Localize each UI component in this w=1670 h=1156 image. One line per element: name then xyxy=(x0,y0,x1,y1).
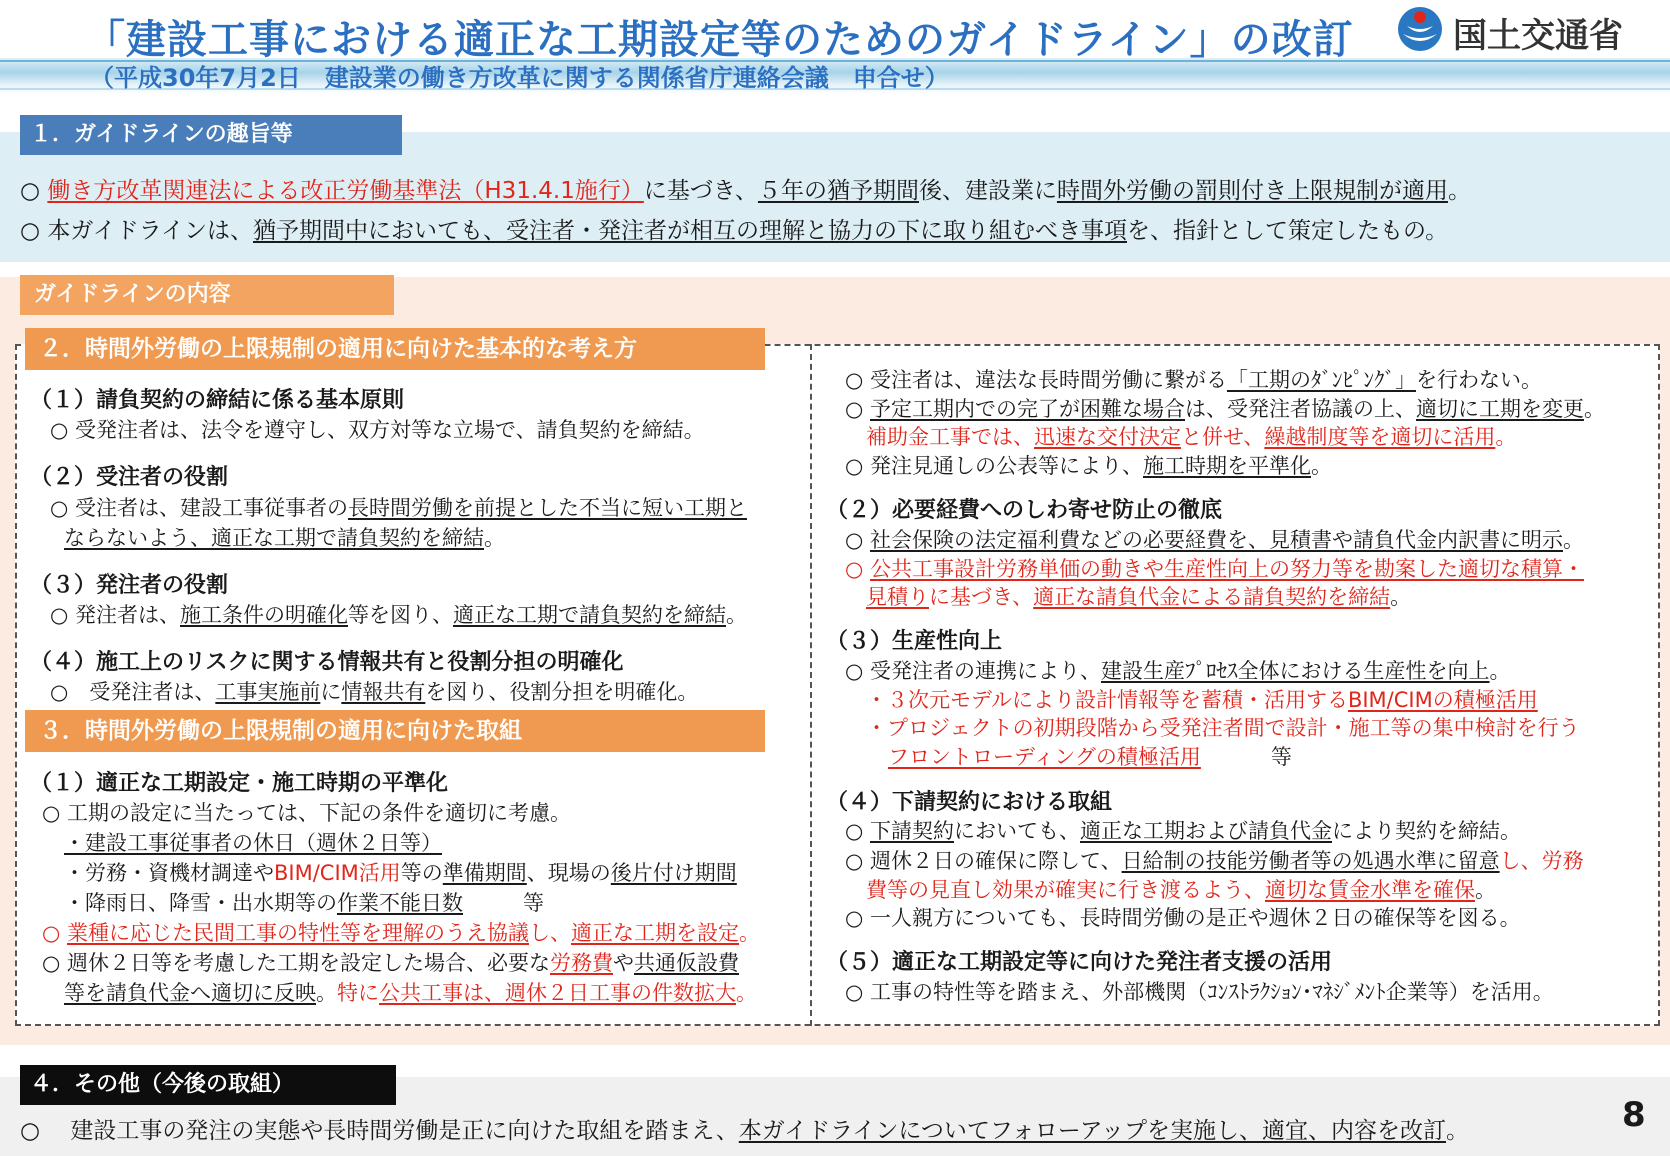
page-number: 8 xyxy=(1622,1095,1646,1135)
s2-4-text: ○ 受発注者は、工事実施前に情報共有を図り、役割分担を明確化。 xyxy=(50,680,699,704)
r1-text-1: ○ 受注者は、違法な長時間労働に繋がる「工期のﾀﾞﾝﾋﾟﾝｸﾞ」を行わない。 xyxy=(845,368,1542,392)
page-title: 「建設工事における適正な工期設定等のためのガイドライン」の改訂 xyxy=(85,17,1354,63)
r4-text-3: 費等の見直し効果が確実に行き渡るよう、適切な賃金水準を確保。 xyxy=(866,878,1496,902)
s3-1-bullet-3: ・降雨日、降雪・出水期等の作業不能日数 等 xyxy=(64,891,544,915)
section4-heading: ４．その他（今後の取組） xyxy=(20,1065,396,1105)
r2-heading: （２）必要経費へのしわ寄せ防止の徹底 xyxy=(826,498,1223,523)
section1-line1: ○ 働き方改革関連法による改正労働基準法（H31.4.1施行）に基づき、５年の猶予期間後、建設業に時間外労働の罰則付き上限規制が適用。 xyxy=(20,178,1471,204)
r3-text-4: フロントローディングの積極活用 等 xyxy=(888,745,1292,769)
s2-2-heading: （２）受注者の役割 xyxy=(30,465,229,490)
section1-heading: １．ガイドラインの趣旨等 xyxy=(20,115,402,155)
logo-text: 国土交通省 xyxy=(1453,16,1623,56)
s3-1-text-2: ○ 週休２日等を考慮した工期を設定した場合、必要な労務費や共通仮設費 xyxy=(42,951,739,975)
r4-text-4: ○ 一人親方についても、長時間労働の是正や週休２日の確保等を図る。 xyxy=(845,906,1521,930)
section4-text: ○ 建設工事の発注の実態や長時間労働是正に向けた取組を踏まえ、本ガイドラインについてフォローアップを実施し、適宜、内容を改訂。 xyxy=(20,1118,1470,1144)
r3-text-2: ・３次元モデルにより設計情報等を蓄積・活用するBIM/CIMの積極活用 xyxy=(866,688,1538,712)
section1-line2: ○ 本ガイドラインは、猶予期間中においても、受注者・発注者が相互の理解と協力の下に取り組むべき事項を、指針として策定したもの。 xyxy=(20,218,1449,244)
s3-1-bullet-2: ・労務・資機材調達やBIM/CIM活用等の準備期間、現場の後片付け期間 xyxy=(64,861,737,885)
r3-text-1: ○ 受発注者の連携により、建設生産ﾌﾟﾛｾｽ全体における生産性を向上。 xyxy=(845,659,1511,683)
r1-text-2: ○ 予定工期内での完了が困難な場合は、受発注者協議の上、適切に工期を変更。 xyxy=(845,397,1605,421)
s3-1-text-3: 等を請負代金へ適切に反映。特に公共工事は、週休２日工事の件数拡大。 xyxy=(64,981,757,1005)
r3-heading: （３）生産性向上 xyxy=(826,629,1003,654)
s3-1-heading: （１）適正な工期設定・施工時期の平準化 xyxy=(30,771,449,796)
r2-text-2: ○ 公共工事設計労務単価の動きや生産性向上の努力等を勘案した適切な積算・ xyxy=(845,557,1584,581)
s3-1-text-1: ○ 工期の設定に当たっては、下記の条件を適切に考慮。 xyxy=(42,801,571,825)
section3-heading: ３．時間外労働の上限規制の適用に向けた取組 xyxy=(25,710,765,752)
s2-3-text: ○ 発注者は、施工条件の明確化等を図り、適正な工期で請負契約を締結。 xyxy=(50,603,747,627)
r5-heading: （５）適正な工期設定等に向けた発注者支援の活用 xyxy=(826,950,1333,975)
r3-text-3: ・プロジェクトの初期段階から受発注者間で設計・施工等の集中検討を行う xyxy=(866,716,1580,740)
s2-3-heading: （３）発注者の役割 xyxy=(30,573,229,598)
content-heading: ガイドラインの内容 xyxy=(20,275,394,315)
r1-text-3: 補助金工事では、迅速な交付決定と併せ、繰越制度等を適切に活用。 xyxy=(866,425,1517,449)
s3-1-bullet-1: ・建設工事従事者の休日（週休２日等） xyxy=(64,831,442,855)
page-subtitle: （平成30年7月2日 建設業の働き方改革に関する関係省庁連絡会議 申合せ） xyxy=(90,64,949,92)
r4-text-1: ○ 下請契約においても、適正な工期および請負代金により契約を締結。 xyxy=(845,819,1521,843)
content-column-divider xyxy=(810,344,812,1026)
r2-text-1: ○ 社会保険の法定福利費などの必要経費を、見積書や請負代金内訳書に明示。 xyxy=(845,528,1584,552)
r4-heading: （４）下請契約における取組 xyxy=(826,790,1113,815)
s2-2-text-1: ○ 受注者は、建設工事従事者の長時間労働を前提とした不当に短い工期と xyxy=(50,496,747,520)
s3-1-red-line: ○ 業種に応じた民間工事の特性等を理解のうえ協議し、適正な工期を設定。 xyxy=(42,921,760,945)
s2-1-heading: （１）請負契約の締結に係る基本原則 xyxy=(30,388,405,413)
s2-1-text: ○ 受発注者は、法令を遵守し、双方対等な立場で、請負契約を締結。 xyxy=(50,418,705,442)
mlit-logo xyxy=(1395,4,1665,56)
mlit-logo-icon xyxy=(1395,4,1445,54)
r5-text-1: ○ 工事の特性等を踏まえ、外部機関（ｺﾝｽﾄﾗｸｼｮﾝ･ﾏﾈｼﾞﾒﾝﾄ企業等）を活用。 xyxy=(845,980,1554,1004)
r1-text-4: ○ 発注見通しの公表等により、施工時期を平準化。 xyxy=(845,454,1332,478)
s2-2-text-2: ならないよう、適正な工期で請負契約を締結。 xyxy=(64,526,505,550)
section2-heading: ２．時間外労働の上限規制の適用に向けた基本的な考え方 xyxy=(25,328,765,370)
s2-4-heading: （４）施工上のリスクに関する情報共有と役割分担の明確化 xyxy=(30,650,624,675)
r4-text-2: ○ 週休２日の確保に際して、日給制の技能労働者等の処遇水準に留意し、労務 xyxy=(845,849,1584,873)
r2-text-3: 見積りに基づき、適正な請負代金による請負契約を締結。 xyxy=(866,585,1412,609)
